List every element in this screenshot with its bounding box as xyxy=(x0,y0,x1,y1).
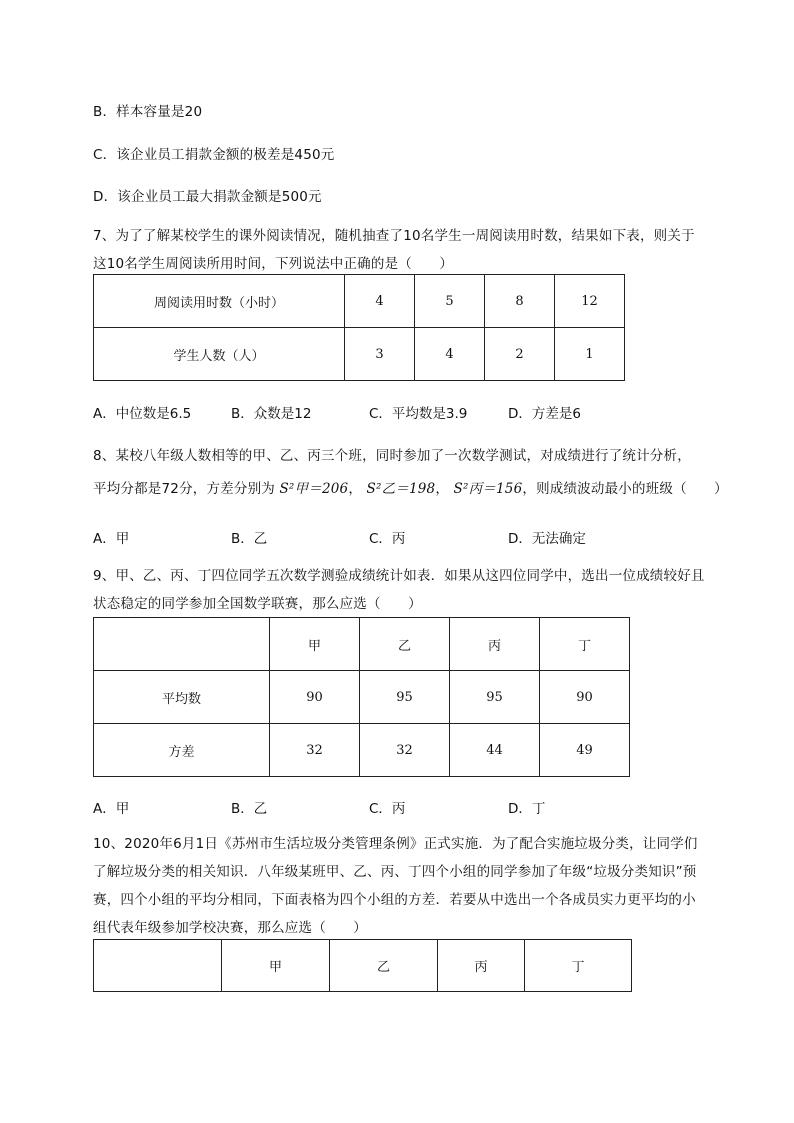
q10-header-cell: 甲 xyxy=(222,940,330,992)
q9-option-d: D．丁 xyxy=(508,801,546,817)
q7-option-b: B．众数是12 xyxy=(231,406,312,422)
q7-row2-cell: 4 xyxy=(415,328,485,381)
q9-row2-cell: 49 xyxy=(540,724,630,777)
q8-variance-2: S²乙＝198 xyxy=(366,481,436,497)
option-b-prev: B．样本容量是20 xyxy=(93,104,203,120)
q9-option-b: B．乙 xyxy=(231,801,268,817)
q9-row1-cell: 95 xyxy=(450,671,540,724)
q7-option-a: A．中位数是6.5 xyxy=(93,406,192,422)
q8-option-a: A．甲 xyxy=(93,531,130,547)
q9-table xyxy=(93,617,630,777)
q9-option-c: C．丙 xyxy=(369,801,406,817)
q8-option-d: D．无法确定 xyxy=(508,531,586,547)
q9-corner-cell xyxy=(94,618,270,671)
q7-row1-cell: 5 xyxy=(415,275,485,328)
q9-row2-cell: 32 xyxy=(360,724,450,777)
q10-header-cell: 丙 xyxy=(438,940,525,992)
q8-variance-1: S²甲＝206 xyxy=(279,481,349,497)
q8-stem-line2: 平均分都是72分，方差分别为 S²甲＝206， S²乙＝198， S²丙＝156，则成绩波动最小的班级（ ） xyxy=(93,481,728,497)
q7-table xyxy=(93,274,625,381)
q7-row1-label: 周阅读用时数（小时） xyxy=(94,275,345,328)
q9-row1-cell: 95 xyxy=(360,671,450,724)
q7-row2-cell: 3 xyxy=(345,328,415,381)
q7-row1-cell: 8 xyxy=(485,275,555,328)
q7-row2-label: 学生人数（人） xyxy=(94,328,345,381)
q8-stem-line2-b: ，则成绩波动最小的班级（ ） xyxy=(522,481,728,497)
q9-row2-label: 方差 xyxy=(94,724,270,777)
q7-row1-cell: 12 xyxy=(555,275,625,328)
q9-row2-cell: 44 xyxy=(450,724,540,777)
q9-row2-cell: 32 xyxy=(270,724,360,777)
option-c-prev: C．该企业员工捐款金额的极差是450元 xyxy=(93,147,335,163)
q10-table xyxy=(93,939,632,992)
q8-stem-line2-a: 平均分都是72分，方差分别为 xyxy=(93,481,275,497)
q9-header-cell: 甲 xyxy=(270,618,360,671)
q7-option-d: D．方差是6 xyxy=(508,406,581,422)
q10-corner-cell xyxy=(94,940,222,992)
q9-row1-label: 平均数 xyxy=(94,671,270,724)
q9-stem: 9、甲、乙、丙、丁四位同学五次数学测验成绩统计如表．如果从这四位同学中，选出一位成绩较好且状态稳定的同学参加全国数学联赛，那么应选（ ） xyxy=(93,568,705,612)
q7-row2-cell: 1 xyxy=(555,328,625,381)
q10-stem: 10、2020年6月1日《苏州市生活垃圾分类管理条例》正式实施．为了配合实施垃圾分类，让同学们了解垃圾分类的相关知识．八年级某班甲、乙、丙、丁四个小组的同学参加了年级“垃圾分类知识”预赛，四个小组的平均分相同，下面表格为四个小组的方差．若要从中选出一个各成员实力更平均的小组代表年级参加学校决赛，那么应选（ ） xyxy=(93,836,698,936)
q8-option-c: C．丙 xyxy=(369,531,406,547)
q9-header-cell: 丙 xyxy=(450,618,540,671)
q9-row1-cell: 90 xyxy=(540,671,630,724)
option-d-prev: D．该企业员工最大捐款金额是500元 xyxy=(93,189,322,205)
q10-header-cell: 乙 xyxy=(330,940,438,992)
q8-option-b: B．乙 xyxy=(231,531,268,547)
q9-row1-cell: 90 xyxy=(270,671,360,724)
q9-option-a: A．甲 xyxy=(93,801,130,817)
q7-option-c: C．平均数是3.9 xyxy=(369,406,468,422)
q8-stem-line1: 8、某校八年级人数相等的甲、乙、丙三个班，同时参加了一次数学测试，对成绩进行了统计分析， xyxy=(93,448,691,464)
q10-header-cell: 丁 xyxy=(525,940,632,992)
q9-header-cell: 乙 xyxy=(360,618,450,671)
q7-stem: 7、为了了解某校学生的课外阅读情况，随机抽查了10名学生一周阅读用时数，结果如下表，则关于这10名学生周阅读所用时间，下列说法中正确的是（ ） xyxy=(93,228,695,272)
q8-variance-3: S²丙＝156 xyxy=(453,481,523,497)
q7-row1-cell: 4 xyxy=(345,275,415,328)
q9-header-cell: 丁 xyxy=(540,618,630,671)
q7-row2-cell: 2 xyxy=(485,328,555,381)
